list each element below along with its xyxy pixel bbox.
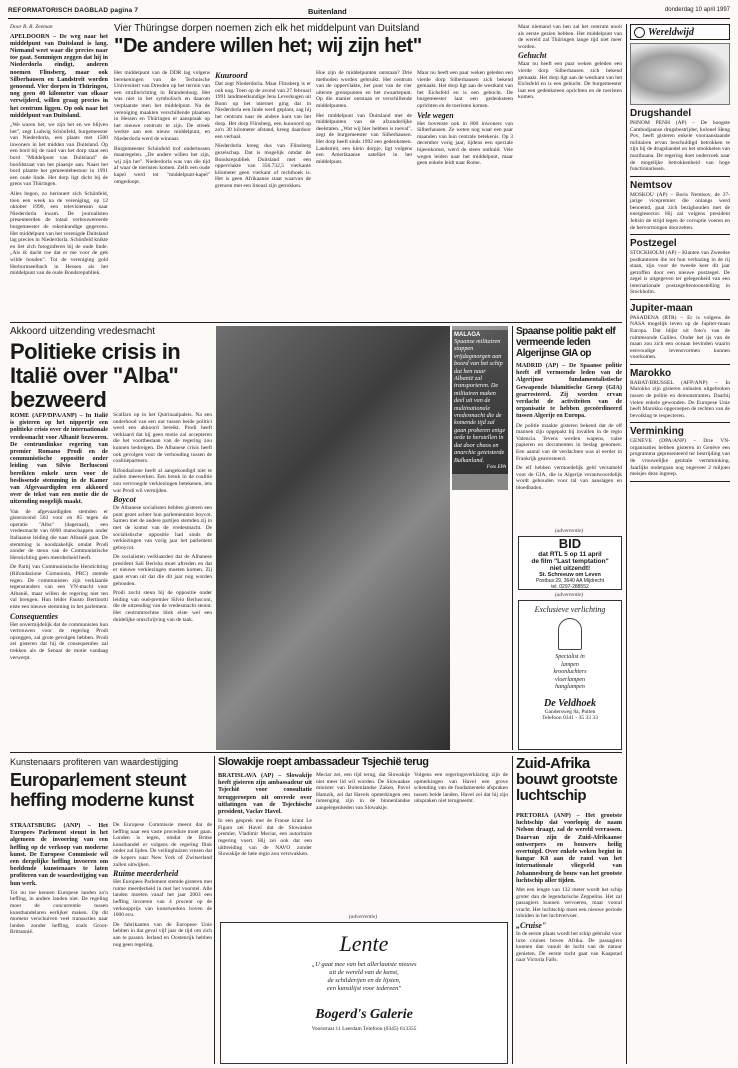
article-zuidafrika-col1	[516, 812, 622, 1064]
article-thuringen-col3	[215, 70, 311, 320]
wereldwijd-sidebar	[630, 24, 730, 1064]
article-body: Meciar zei, een tijd terug, dat Slowakije niet meer lid wil worden. De Slowaakse minister van Buitenlandse Zaken, Pavol Hamzík, zei dat Havels opmerkingen een inmenging zijn in de binnenlandse aangelegenheden van Slowakije.	[316, 772, 410, 811]
wereldwijd-item-head: Verminking	[630, 426, 684, 438]
article-europarlement-col2	[113, 822, 212, 1064]
article-body: Het Europees Parlement stemde gisteren met ruime meerderheid in met het voorstel. Alle landen moeten vanaf het jaar 2003 een heffing invoeren van 4 procent op de verkoopprijs van kunstwerken boven de 1000 ecu.	[113, 879, 212, 919]
article-lead: STRAATSBURG (ANP) – Het Europees Parlement steunt in het algemeen de invoering van een heffing op de verkoop van moderne kunst. De Europese Commissie wil een dergelijke heffing invoeren om beeldende kunstenaars te laten profiteren van de waardestijging van hun werk.	[10, 822, 108, 887]
article-italie-headline	[10, 326, 212, 412]
article-title: Europarlement steunt heffing moderne kunst	[10, 770, 194, 810]
ad-lente-text: een kunstlijst voor iedereen"	[326, 985, 402, 992]
article-body: In de eerste plaats wordt het schip gebruikt voor luxe cruises boven Afrika. De passagiers kunnen dan vanuit de lucht van de natuur genieten. De eerste tocht gaat van Kaapstad naar Victoria Falls.	[516, 931, 622, 964]
wereldwijd-divider	[630, 176, 730, 177]
wereldwijd-item-head: Nemtsov	[630, 179, 673, 191]
masthead	[8, 6, 730, 19]
article-body: De fabrikanten van de Europese Unie hebben in dat geval vijf jaar de tijd om zich aan te passen. Ierland en Oostenrijk hebben nog geen regeling.	[113, 921, 212, 948]
article-body: Burgemeester Schönfeld trof ondertussen maatregelen. „De andere willen het zijn, wij zijn het". Niederdorla was van die tijd af waar de toeristen komen. Zelfs een oude kapel werd tot "middelpunt-kapel" omgedoopt.	[114, 145, 210, 185]
article-lead: ROME (AFP/DPA/ANP) – In Italië is gisteren op het nippertje een politieke crisis over de internationale vredesmacht voor Albanië bezworen. De centrumlinkse regering van premier Romano Prodi en de communistische oppositie onder leiding van Silvio Berlusconi bereikten enkele uren voor de beslissende stemming in de Kamer van Afgevaardigden een akkoord over de tekst van een motie die de uitzending mogelijk maakt.	[10, 412, 108, 506]
article-slowakije-col2	[316, 772, 410, 912]
article-zuidafrika-headline	[516, 756, 622, 804]
wereldwijd-item-text: PHNOM PENH (AP) – De hoogste Cambodjaanse drugsbestrijder, kolonel Heng Pov, heeft gisteren enkele vooraanstaande militairen ervan beschuldigd betrokken te zijn bij de drugshandel en het smokkelen van marihuana. De regering doet onderzoek naar de mogelijke betrokkenheid van hoge functionarissen.	[630, 120, 730, 173]
article-body: Hoe zijn de middelpunten ontstaan? Drie methoden worden gebruikt. Het centrum van de oppervlakte, het punt van de vier uiterste grenspunten en het zwaartepunt. Op die manier ontstaan er verschillende middelpunten.	[316, 70, 412, 109]
ad-bid-line: de film "Last temptation"	[531, 558, 609, 565]
wereldwijd-item-text: MOSKOU (AP) – Boris Nemtsov, de 37-jarige vicepremier die onlangs werd benoemd, gaat zich bezighouden met de energiesector. Hij zal volgens president Jeltsin de strijd tegen de corruptie voeren en de hervormingen doorzetten.	[630, 191, 730, 231]
wereldwijd-item-head: Jupiter-maan	[630, 302, 693, 314]
article-body: Het bovenste ook in 800 inwoners van Silberhausen. Ze weten nog waar een paar maanden van hun centrale betekenis. Op 3 december vorig jaar, tijdens een speciale bijeenkomst, werd de steen onthuld. Vele wegen leiden naar het middelpunt, maar geen enkele leidt naar Rome.	[417, 120, 513, 167]
ad-veldhoek-title: Exclusieve verlichting	[534, 605, 606, 614]
article-subhead: Gehucht	[518, 51, 547, 61]
article-body: De Partij van Communistische Herstichting (Rifondazione Comunista, PRC) stemde tegen. De communisten zijn verklaarde tegenstanders van een VN-macht voor Albanië, maar willen de regering niet ten val brengen. Hun leider Fausto Bertinotti eiste een nieuwe stemming in het parlement.	[10, 564, 108, 610]
article-body: Van de afgevaardigden stemden er gisteravond 503 voor en 85 tegen de operatie "Alba" (dageraad), een vredesmacht van 6000 manschappen onder Italiaanse leiding die naar Albanië gaat. De stemming is noodzakelijk omdat Prodi zonder de steun van de Communistische Herstichting geen meerderheid heeft.	[10, 508, 108, 561]
article-lead: MADRID (AP) – De Spaanse politie heeft elf vermeende leden van de Algerijnse fundamentalistische Gewapende Islamitische Groep (GIA) gearresteerd. Zij worden ervan verdacht de activiteiten van de organisatie te hebben gecoördineerd tussen Algerije en Europa.	[516, 362, 622, 420]
ad-lente-address: Voorstraat 11 Leerdam Telefoon (0345) 613355	[311, 1026, 417, 1032]
article-kicker: Kunstenaars profiteren van waardestijging	[10, 757, 179, 767]
ad-veldhoek-item: lampen	[561, 661, 579, 668]
article-lead: PRETORIA (ANP) – Het grootste luchtschip dat voorlopig de naam Nelson draagt, zal de wereld verrassen. Daarvan zijn de Zuid-Afrikaanse ontwerpers en bouwers heilig overtuigd. Over enkele weken begint in hangar K8 aan de rand van het internationale vliegveld van Johannesburg de bouw van het grootste luchtschip aller tijden.	[516, 812, 622, 884]
article-body: Maar nu heeft een paar weken geleden een vierde dorp Silberhausen zich bekend gemaakt. Het dorp ligt aan de westkant van het Eichsfeld en is een gehucht. De burgemeester laat een gedenksteen oprichten en de toeristen komen.	[417, 70, 513, 109]
article-body: Het onvermijdelijk dat de communisten hun vertrouwen voor de regering Prodi opzeggen, zal grote gevolgen hebben. Prodi zei gisteren dat hij de consequenties zal trekken als de Senaat de motie vandaag verwerpt.	[10, 621, 108, 661]
column-rule	[626, 24, 627, 1064]
article-kicker: Akkoord uitzending vredesmacht	[10, 326, 156, 337]
article-body: Alles begon, zo herinnert zich Schönfeld, toen een week na de vereniging, op 12 oktober 1990, een televisieteam naar Niederdorla kwam. De journalisten presenteerden de totaal verbouwereerde burgemeester de rekenkundige gegevens. Het middelpunt van het verenigde Duitsland lag precies in Niederdorla. Schönfeld knikte en liet zich fotograferen bij de oude linde. „Als ik dacht toe dat er me voor de gek wilde houden". Tot de vereniging gold Herbornseelbach in Hessen als het middelpunt van de oude Bondsrepubliek.	[10, 190, 108, 277]
wereldwijd-divider	[630, 299, 730, 300]
paper-name: REFORMATORISCH DAGBLAD pagina 7	[8, 7, 139, 14]
wereldwijd-divider	[630, 364, 730, 365]
article-subhead: „Cruise"	[516, 921, 547, 930]
article-body: In een gesprek met de Franse krant Le Figaro zei Havel dat de Slowaakse premier, Vladimir Meciar, een autoritaire regering voert. Hij zei ook dat een uitbreiding van de NAVO zonder Slowakije de hele regio zou verzwakken.	[218, 818, 312, 858]
article-body: Het middelpunt van de DDR lag volgens berekeningen van de Technische Universiteit van Dresden op het terrein van een strafinrichting in Brandenburg. Het was niet in het symbolisch en daarom verplaatste men het middelpunt. Na de vereniging maakten verschillende plaatsen in Hessen en Thüringen er aanspraak op het nieuwe centrum te zijn. De streek werkte aan een nieuw middelpunt, en Niederdorla werd de winnaar.	[114, 70, 210, 142]
ad-tag: (advertentie)	[554, 528, 584, 534]
wereldwijd-item-head: Marokko	[630, 367, 672, 379]
article-title: "De andere willen het; wij zijn het"	[114, 35, 422, 57]
wereldwijd-item-head: Drugshandel	[630, 108, 692, 119]
ad-lente-text: „U gaat mee van het allerlaatste nieuws	[311, 961, 417, 968]
ad-veldhoek-item: hanglampen	[555, 684, 585, 690]
ad-veldhoek-address: Gandersweg 8a, Putten	[544, 708, 596, 715]
article-body: Niederdorla kreeg dus van Flinsberg gezelschap. Dat is mogelijk omdat de Bondsrepubliek Duitsland met een oppervlakte van 356.732,5 vierkante kilometer geen vierkant of rechthoek is. Het is geen Afrikaanse staat waarvan de grenzen met een lineaal zijn getrokken.	[215, 143, 311, 189]
article-body: Dat zegt Niederdorla. Maar Flinsberg is er ook nog. Toen op de avond van 27 februari 1991 landmeetkundige Jens Leverkugen uit Bonn op het internet ging dat in Niederdorla een linde werd geplant, zag hij het centrum naar de andere kant van het dorp. Het dorp Flinsberg, een kuuroord op zo'n 30 kilometer afstand, kreeg daardoor een verhaal.	[215, 81, 311, 140]
article-body: Volgens een regeringsverklaring zijn de opmerkingen van Havel een grove schending van de fundamentele afspraken tussen beide landen. Havel zei dat hij zijn uitspraken niet terugneemt.	[414, 772, 508, 805]
ad-bid-org: St. Schreeuw om Leven	[539, 572, 601, 578]
article-body: Scalfaro op in het Quirinaalpaleis. Na een onderhoud van een uur tussen beide politici werd een akkoord bereikt. Prodi heeft verklaard dat hij geen motie zal accepteren die het voortbestaan van de regering zou kunnen bedreigen. De Albanese crisis heeft ook gevolgen voor de verhouding tussen de coalitiepartners.	[113, 412, 212, 465]
article-algerije	[516, 326, 622, 526]
ad-bid-line: niet uitzendt!	[549, 565, 591, 572]
article-italie-col1	[10, 412, 108, 750]
wereldwijd-item-head: Postzegel	[630, 237, 677, 249]
article-byline: Door R. R. Zeeman	[10, 24, 53, 30]
ad-bid-title: BID	[558, 536, 582, 551]
column-rule	[512, 326, 513, 750]
photo-caption	[452, 330, 508, 490]
caption-text: Spaanse militairen stappen vrijdagmorgen aan boord van het schip dat hen naar Albanië zal transporteren. De militairen maken deel uit van de multinationale vredesmacht die de komende tijd zal gaan proberen enige orde te herstellen in dat door chaos en anarchie geteisterde Balkanland.	[454, 338, 506, 464]
article-body: Tot nu toe kennen Europese landen zo'n heffing, in andere landen niet. De regeling moet de concurrentie tussen kunsthandelaren eerlijker maken. Op dit moment verschuiven veel transacties naar landen zonder heffing, zoals Groot-Brittannië.	[10, 889, 108, 936]
section-rule	[10, 752, 622, 753]
article-body: Maar niemand van hen zal het centrum nooit als eerste gezien hebben. Het middelpunt van de wereld zal Thüringen lange tijd niet meer worden.	[518, 24, 622, 50]
article-body: De socialisten verklaarden dat de Albanese president Sali Berisha moet aftreden en dat er nieuwe verkiezingen moeten komen. Zij gaan ervan uit dat die dit jaar nog worden gehouden.	[113, 554, 212, 587]
ad-veldhoek	[518, 600, 622, 750]
caption-place: MALAGA	[454, 332, 481, 338]
article-thuringen-lead-col	[10, 24, 108, 320]
article-body: „We waren het, we zijn het en we blijven het", zegt Ludwig Schönfeld, burgemeester van Niederdorla, een plaats met 1500 inwoners in het midden van Duitsland. Op een bord bij de rand van het dorp staat een bord "Middelpunt van Duitsland" de hoofdstraat van het plaatsje aan. Naast het bord plantte het gemeentebestuur in 1991 een oude linde. Het dorp ligt dicht bij de grens van Thüringen.	[10, 122, 108, 188]
wereldwijd-divider	[630, 234, 730, 235]
article-kicker: Vier Thüringse dorpen noemen zich elk het middelpunt van Duitsland	[114, 23, 420, 34]
ad-bid-phone: tel. 0297-288552	[551, 584, 589, 590]
wereldwijd-item-text: GENÈVE (DPA/ANP) – Drie VN-organisaties hebben gisteren in Genève een programma gepresenteerd ter bestrijding van de vrouwelijke genitale vermminking. Jaarlijks ondergaan nog ongeveer 2 miljoen meisjes deze ingreep.	[630, 438, 730, 478]
column-rule	[512, 756, 513, 1064]
article-europarlement-headline	[10, 756, 212, 810]
section-title: Buitenland	[308, 7, 347, 16]
article-thuringen-col5	[417, 24, 513, 320]
article-title: Politieke crisis in Italië over "Alba" bezweerd	[10, 339, 181, 412]
article-italie-col2	[113, 412, 212, 750]
article-thuringen-col6	[518, 24, 622, 320]
article-body: De politie maakte gisteren bekend dat de elf mannen zijn opgepakt bij invallen in de regio Valencia. Tevens werden wapens, valse papieren en documenten in beslag genomen. Een aantal van de verdachten was al eerder in Frankrijk gearresteerd.	[516, 422, 622, 462]
ad-lente-text: de schilderijen en de lijsten,	[327, 977, 401, 984]
article-title: Spaanse politie pakt elf vermeende leden Algerijnse GIA op	[516, 326, 616, 359]
article-slowakije-col3	[414, 772, 508, 912]
article-thuringen-col4	[316, 70, 412, 320]
ad-tag: (advertentie)	[348, 914, 378, 920]
ad-lente-title: Lente	[339, 931, 389, 956]
article-europarlement-col1	[10, 822, 108, 1064]
ad-lente	[220, 922, 508, 1064]
article-title: Slowakije roept ambassadeur Tsjechië terug	[218, 756, 429, 768]
article-lead: APELDOORN – De weg naar het middelpunt van Duitsland is lang. Niemand weet waar die precies naar toe gaat. Sommigen zeggen dat hij in Niederdorla eindigt, anderen noemen Flinsberg, maar ook Silberhausen en Landstreit worden genoemd. Vier dorpen in Thüringen, nog geen 40 kilometer van elkaar verwijderd, willen graag precies in het centrum liggen. Op ook naar het middelpunt van Duitsland.	[10, 32, 108, 119]
ad-veldhoek-name: De Veldhoek	[544, 697, 596, 709]
article-body: Prodi zocht steun bij de oppositie onder leiding van oud-premier Silvio Berlusconi, die de uitzending van de vredesmacht steunt. Het centrumrechtse blok eiste wel een duidelijke omschrijving van de taak.	[113, 590, 212, 623]
news-photo	[216, 326, 450, 750]
globe-icon	[634, 27, 645, 38]
article-subhead: Ruime meerderheid	[113, 869, 179, 879]
wereldwijd-item-text: STOCKHOLM (AP) – Klanten van Zweedse postkantoren die tot hun verbazing in de rij staan, zijn voor de tweede keer dit jaar getroffen door een nieuwe postzegel. De zegel is uitgegeven ter gelegenheid van een internationale postzegeltentoonstelling in Stockholm.	[630, 249, 730, 296]
article-body: De elf hebben vermoedelijk geld verzameld voor de GIA, die in Algerije verantwoordelijk wordt gehouden voor tal van aanslagen en bloedbaden.	[516, 465, 622, 491]
article-body: De Europese Commissie meent dat de heffing naar een vaste procedure moet gaan. Londen is tegen, omdat de Britse kunsthandel er volgens de regering flink onder zal lijden. De veilinghuizen vrezen dat de kopers naar New York of Zwitserland zullen uitwijken.	[113, 822, 212, 868]
ad-bid-address: Postbus 29, 3640 AA Mijdrecht	[535, 578, 605, 584]
article-slowakije-headline	[218, 756, 508, 769]
ad-bid	[518, 536, 622, 590]
ad-lente-name: Bogerd's Galerie	[315, 1007, 413, 1022]
article-body: Rifondazione heeft al aangekondigd niet te zullen meewerken. Een breuk in de coalitie zou vervroegde verkiezingen betekenen, iets wat Prodi wil vermijden.	[113, 467, 212, 494]
article-subhead: Kuuroord	[215, 71, 248, 80]
ad-veldhoek-item: Specialist in	[555, 654, 585, 660]
ad-veldhoek-item: kroonluchters	[553, 669, 587, 675]
article-lead: BRATISLAVA (AP) – Slowakije heeft gisteren zijn ambassadeur uit Tsjechië voor consultatie teruggeroepen uit onvrede over uitlatingen van de Tsjechische president, Vaclav Havel.	[218, 772, 312, 816]
wereldwijd-logo: Wereldwijd	[630, 24, 730, 40]
ad-tag: (advertentie)	[554, 592, 584, 598]
article-body: Maar nu heeft een paar weken geleden een vierde dorp Silberhausen zich bekend gemaakt. Het dorp ligt aan de westkant van het Eichsfeld en is een gehucht. De burgemeester laat een gedenksteen oprichten en de toeristen komen.	[518, 61, 622, 101]
section-rule	[10, 322, 622, 323]
ad-veldhoek-item: vloerlampen	[555, 676, 585, 683]
lamp-icon	[558, 618, 582, 650]
photo-credit: Foto EPA	[486, 464, 506, 470]
article-subhead: Vele wegen	[417, 110, 454, 120]
article-subhead: Consequenties	[10, 611, 59, 621]
wereldwijd-items	[630, 108, 730, 482]
article-body: Het middelpunt van Duitsland met de middelpunten van de afzonderlijke deelstaten. „Wat wij hier hebben is toeval", zegt de burgemeester van Silberhausen. Het dorp heeft sinds 1992 een gedenksteen. Landstreit, een klein dorpje, ligt volgens een Amerikaanse satelliet in het middelpunt.	[316, 112, 412, 165]
wereldwijd-item-text: PASADENA (RTR) – Er is volgens de NASA mogelijk leven op de Jupiter-maan Europa. Dat blijkt uit foto's van de ruimtesonde Galileo. Onder het ijs van de maan zou zich een oceaan bevinden waarin eenvoudige levensvormen kunnen voorkomen.	[630, 314, 730, 361]
ad-veldhoek-phone: Telefoon 0341 - 35 33 33	[542, 714, 598, 721]
article-body: Met een lengte van 132 meter wordt het schip groter dan de legendarische Zeppelins. Het zal passagiers kunnen vervoeren, maar vooral vracht. Het luchtschip moet een nieuwe periode inluiden in het luchtvervoer.	[516, 887, 622, 920]
article-slowakije-col1	[218, 772, 312, 912]
wereldwijd-divider	[630, 422, 730, 423]
wereldwijd-item-text: RABAT/BRUSSEL (AFP/ANP) – In Marokko zijn gisteren onlusten uitgebroken tussen de politie en demonstranten. Daarbij vielen enkele gewonden. De Europese Unie heeft Marokko opgeroepen de rechten van de bevolking te respecteren.	[630, 379, 730, 419]
article-body: De Albanese socialisten hebben gisteren een punt gezet achter hun parlementaire boycot. Samen met de andere partijen stemden zij in met de komst van de vredesmacht. De socialistische oppositie had sinds de verkiezingen van vorig jaar het parlement geboycot.	[113, 505, 212, 551]
wereldwijd-map	[630, 43, 730, 105]
wereldwijd-divider	[630, 481, 730, 482]
article-thuringen-col2	[114, 70, 210, 320]
ad-veldhoek-items	[519, 654, 621, 692]
ad-lente-text: uit de wereld van de kunst,	[329, 969, 399, 976]
article-subhead: Boycot	[113, 495, 136, 505]
issue-date: donderdag 10 april 1997	[664, 7, 730, 13]
article-title: Zuid-Afrika bouwt grootste luchtschip	[516, 755, 618, 804]
ad-bid-line: dat RTL 5 op 11 april	[538, 551, 602, 558]
column-rule	[214, 756, 215, 1064]
